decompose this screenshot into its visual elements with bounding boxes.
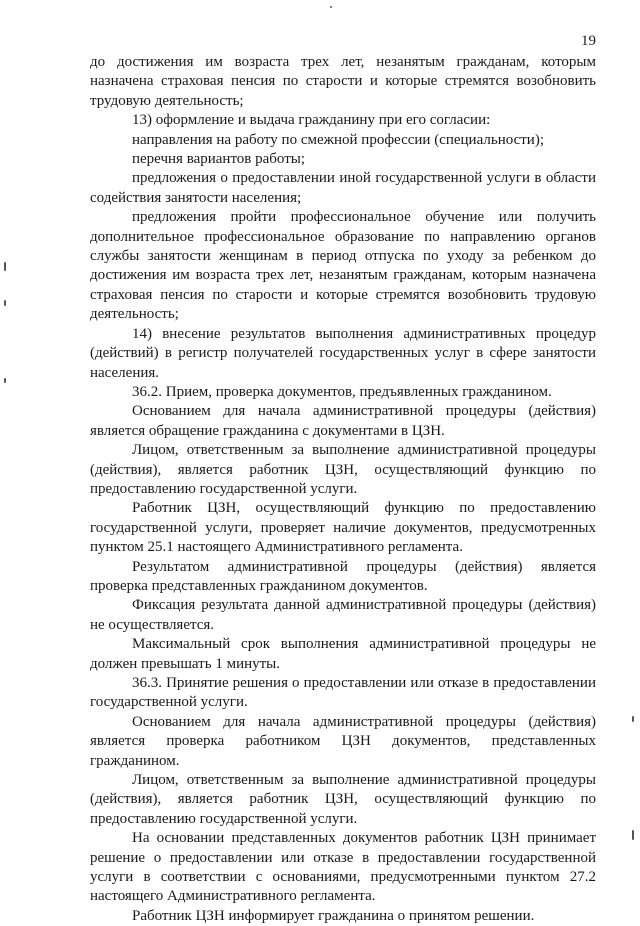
paragraph: Основанием для начала административной процедуры (действия) является обращение гражданина с документами в ЦЗН. (90, 403, 596, 439)
paragraph: Работник ЦЗН, осуществляющий функцию по предоставлению государственной услуги, проверяет наличие документов, предусмотренных пунктом 25.1 настоящего Административного регламента. (90, 500, 596, 556)
paragraph: предложения о предоставлении иной государственной услуги в области содействия занятости населения; (90, 170, 596, 206)
paragraph: предложения пройти профессиональное обучение или получить дополнительное профессиональное образование по направлению органов службы занятости женщинам в период отпуска по уходу за ребенком до достижения им возраста трех лет, незанятым гражданам, которым назначена страховая пенсия по старости и которые стремятся возобновить трудовую деятельность; (90, 209, 596, 323)
paragraph: На основании представленных документов работник ЦЗН принимает решение о предоставлении или отказе в предоставлении государственной услуги в соответствии с основаниями, предусмотренными пунктом 27.2 настоящего Административного регламента. (90, 830, 596, 905)
document-body (90, 53, 596, 926)
scan-speck (4, 300, 6, 306)
paragraph: до достижения им возраста трех лет, незанятым гражданам, которым назначена страховая пенсия по старости и которые стремятся возобновить трудовую деятельность; (90, 54, 596, 109)
scan-speck (4, 262, 6, 271)
paragraph: 36.3. Принятие решения о предоставлении или отказе в предоставлении государственной услуги. (90, 675, 596, 711)
scan-speck (632, 716, 634, 722)
paragraph: Работник ЦЗН информирует гражданина о принятом решении. (132, 907, 535, 924)
paragraph: 36.2. Прием, проверка документов, предъявленных гражданином. (132, 383, 552, 400)
paragraph: 14) внесение результатов выполнения административных процедур (действий) в регистр получателей государственных услуг в сфере занятости населения. (90, 325, 596, 381)
paragraph: Основанием для начала административной процедуры (действия) является проверка работником ЦЗН документов, представленных гражданином. (90, 713, 596, 769)
page-number: 19 (581, 33, 596, 49)
scan-speck (632, 830, 634, 840)
paragraph: 13) оформление и выдача гражданину при его согласии: (132, 112, 491, 129)
scan-speck (4, 378, 6, 383)
paragraph: Максимальный срок выполнения административной процедуры не должен превышать 1 минуты. (90, 636, 596, 672)
paragraph: перечня вариантов работы; (132, 151, 306, 168)
scan-speck (330, 6, 332, 8)
paragraph: Фиксация результата данной административной процедуры (действия) не осуществляется. (90, 597, 596, 633)
paragraph: Лицом, ответственным за выполнение административной процедуры (действия), является работник ЦЗН, осуществляющий функцию по предоставлению государственной услуги. (90, 442, 596, 497)
paragraph: направления на работу по смежной профессии (специальности); (132, 131, 545, 148)
paragraph: Результатом административной процедуры (действия) является проверка представленных гражданином документов. (90, 558, 596, 594)
paragraph: Лицом, ответственным за выполнение административной процедуры (действия), является работник ЦЗН, осуществляющий функцию по предоставлению государственной услуги. (90, 772, 596, 827)
